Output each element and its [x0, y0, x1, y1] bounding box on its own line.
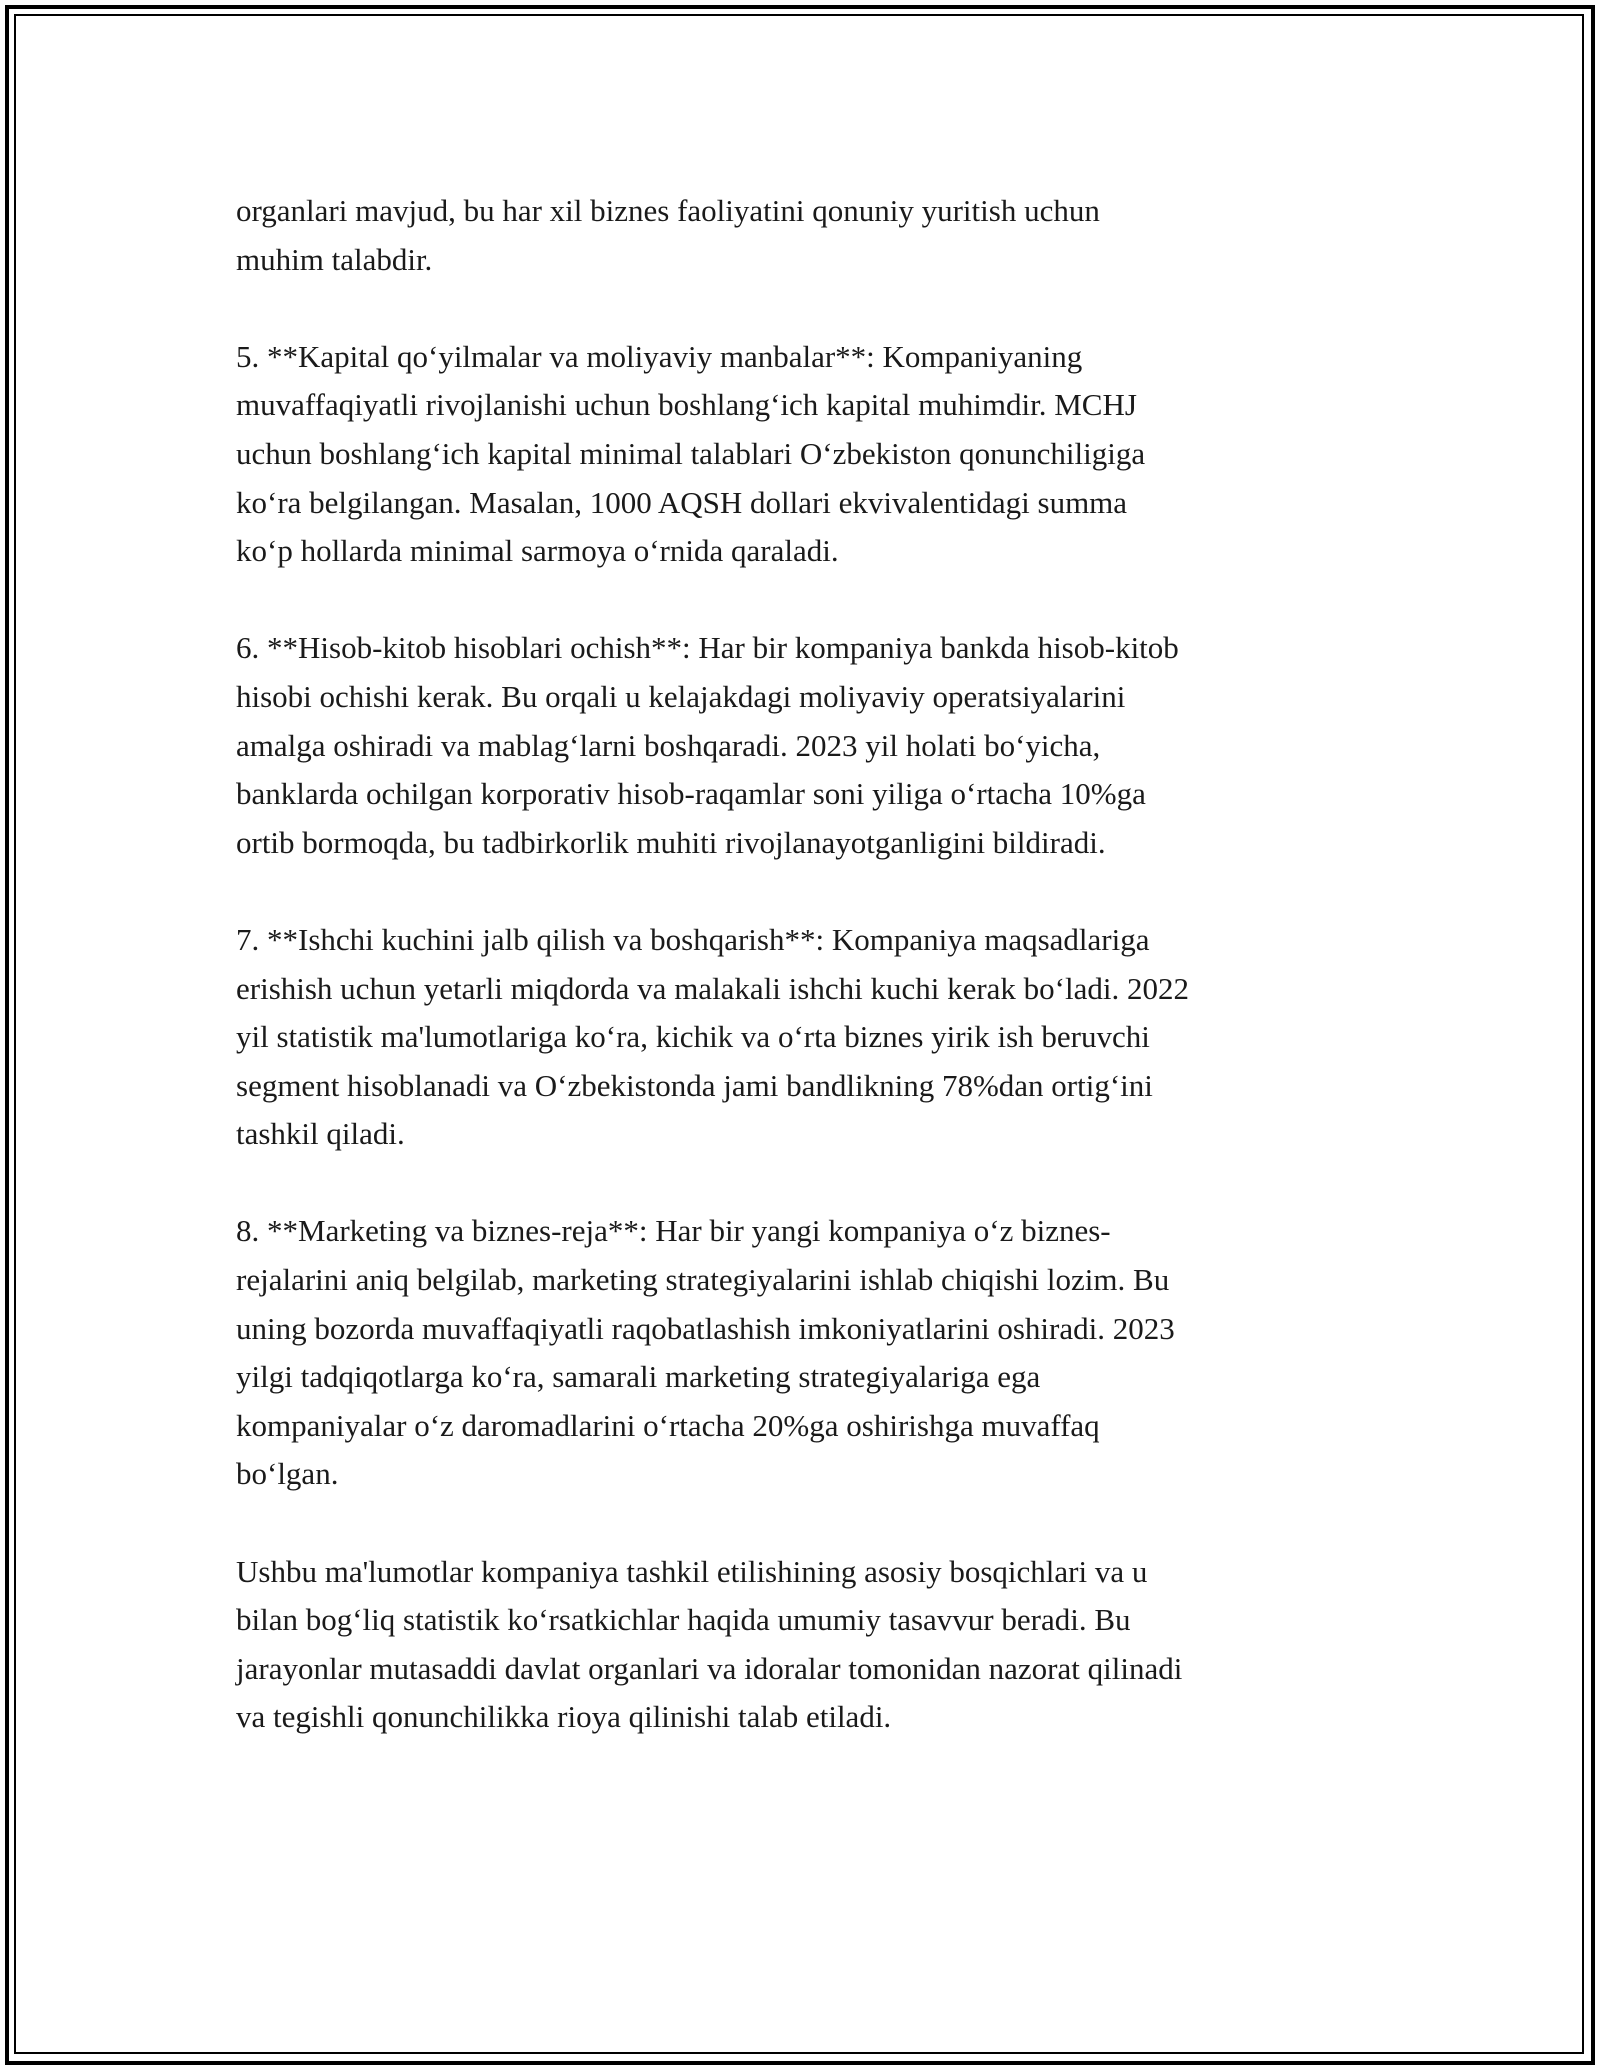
paragraph-item-6-bank-accounts: 6. **Hisob-kitob hisoblari ochish**: Har bir kompaniya bankda hisob-kitob hisobi ochishi kerak. Bu orqali u kelajakdagi moliyaviy operatsiyalarini amalga oshiradi va mablag‘larni boshqaradi. 2023 yil holati bo‘yicha, banklarda ochilgan korporativ hisob-raqamlar soni yiliga o‘rtacha 10%ga ortib bormoqda, bu tadbirkorlik muhiti rivojlanayotganligini bildiradi.	[236, 630, 1179, 860]
paragraph-conclusion: Ushbu ma'lumotlar kompaniya tashkil etilishining asosiy bosqichlari va u bilan bog‘liq statistik ko‘rsatkichlar haqida umumiy tasavvur beradi. Bu jarayonlar mutasaddi davlat organlari va idoralar tomonidan nazorat qilinadi va tegishli qonunchilikka rioya qilinishi talab etiladi.	[236, 1553, 1183, 1735]
paragraph-item-8-marketing: 8. **Marketing va biznes-reja**: Har bir yangi kompaniya o‘z biznes- rejalarini aniq belgilab, marketing strategiyalarini ishlab chiqishi lozim. Bu uning bozorda muvaffaqiyatli raqobatlashish imkoniyatlarini oshiradi. 2023 yilgi tadqiqotlarga ko‘ra, samarali marketing strategiyalariga ega kompaniyalar o‘z daromadlarini o‘rtacha 20%ga oshirishga muvaffaq bo‘lgan.	[236, 1213, 1175, 1492]
paragraph-item-5-capital: 5. **Kapital qo‘yilmalar va moliyaviy manbalar**: Kompaniyaning muvaffaqiyatli rivojlanishi uchun boshlang‘ich kapital muhimdir. MCHJ uchun boshlang‘ich kapital minimal talablari O‘zbekiston qonunchiligiga ko‘ra belgilangan. Masalan, 1000 AQSH dollari ekvivalentidagi summa ko‘p hollarda minimal sarmoya o‘rnida qaraladi.	[236, 338, 1146, 569]
document-body	[236, 187, 1396, 1742]
paragraph-intro-continuation: organlari mavjud, bu har xil biznes faoliyatini qonuniy yuritish uchun muhim talabdir.	[236, 193, 1100, 277]
paragraph-item-7-workforce: 7. **Ishchi kuchini jalb qilish va boshqarish**: Kompaniya maqsadlariga erishish uchun yetarli miqdorda va malakali ishchi kuchi kerak bo‘ladi. 2022 yil statistik ma'lumotlariga ko‘ra, kichik va o‘rta biznes yirik ish beruvchi segment hisoblanadi va O‘zbekistonda jami bandlikning 78%dan ortig‘ini tashkil qiladi.	[236, 921, 1189, 1152]
